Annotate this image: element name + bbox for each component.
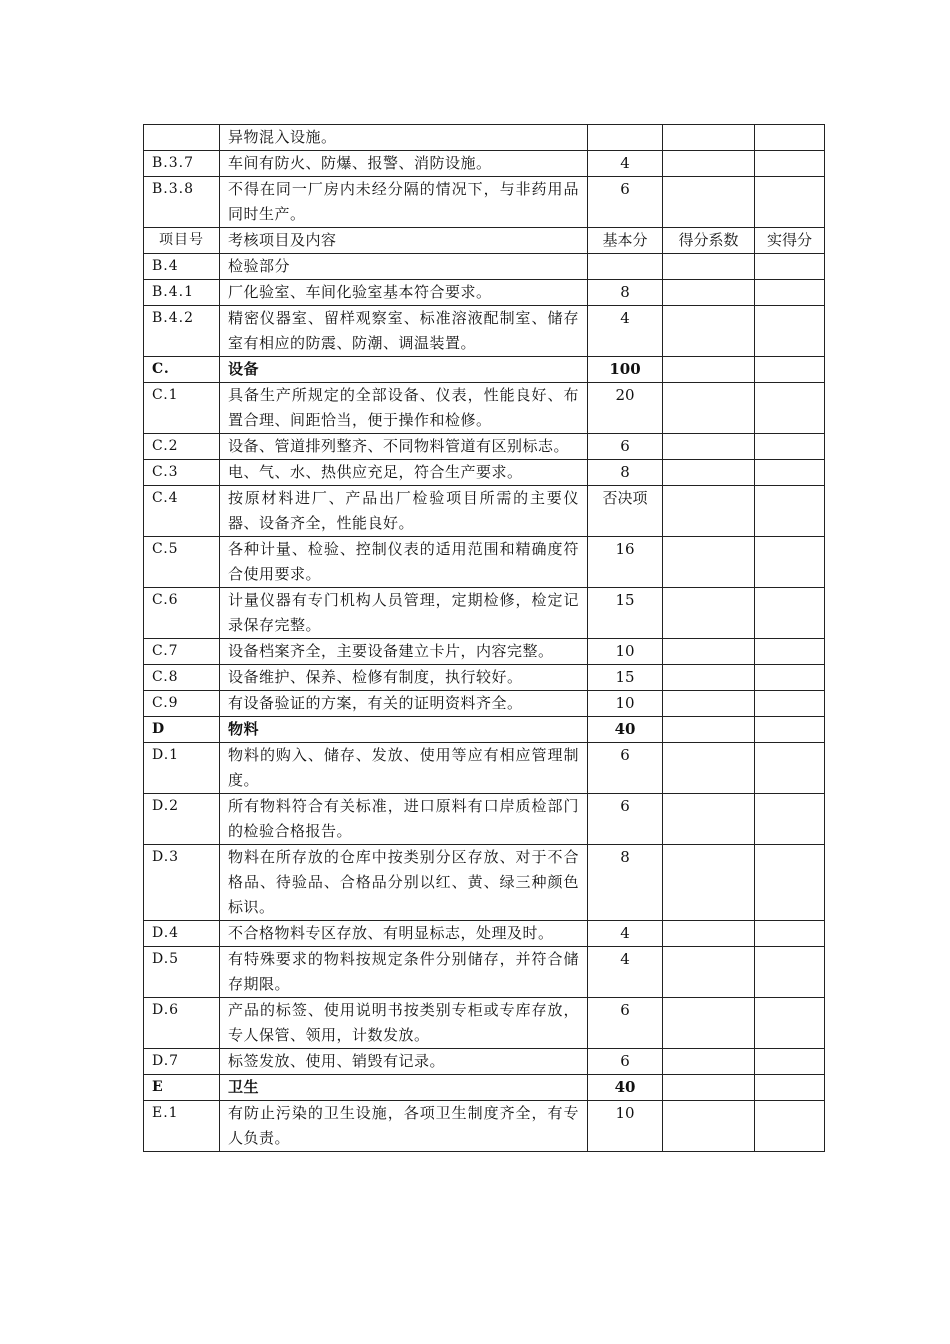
- base-score-cell: 20: [588, 383, 663, 434]
- item-content-cell: 设备维护、保养、检修有制度，执行较好。: [220, 665, 588, 691]
- item-id-cell: C.: [144, 357, 220, 383]
- base-score-cell: 10: [588, 691, 663, 717]
- item-id-cell: D.2: [144, 794, 220, 845]
- score-coefficient-cell: [663, 691, 755, 717]
- table-row: [144, 434, 825, 460]
- actual-score-cell: [755, 151, 825, 177]
- table-row: [144, 794, 825, 845]
- actual-score-cell: [755, 537, 825, 588]
- base-score-cell: 4: [588, 306, 663, 357]
- item-content-cell: 厂化验室、车间化验室基本符合要求。: [220, 280, 588, 306]
- item-content-cell: 异物混入设施。: [220, 125, 588, 151]
- actual-score-cell: [755, 1049, 825, 1075]
- base-score-cell: 6: [588, 434, 663, 460]
- score-coefficient-cell: [663, 254, 755, 280]
- base-score-cell: 6: [588, 998, 663, 1049]
- base-score-cell: 10: [588, 1101, 663, 1152]
- item-id-cell: C.5: [144, 537, 220, 588]
- base-score-cell: 6: [588, 743, 663, 794]
- actual-score-cell: [755, 460, 825, 486]
- base-score-cell: 6: [588, 794, 663, 845]
- table-row: [144, 947, 825, 998]
- score-coefficient-cell: [663, 921, 755, 947]
- section-row: [144, 717, 825, 743]
- item-content-cell: 物料在所存放的仓库中按类别分区存放、对于不合格品、待验品、合格品分别以红、黄、绿三种颜色标识。: [220, 845, 588, 921]
- item-content-cell: 不合格物料专区存放、有明显标志，处理及时。: [220, 921, 588, 947]
- item-content-cell: 有防止污染的卫生设施，各项卫生制度齐全，有专人负责。: [220, 1101, 588, 1152]
- assessment-table: [143, 124, 825, 1152]
- score-coefficient-cell: [663, 280, 755, 306]
- item-id-cell: D.7: [144, 1049, 220, 1075]
- item-content-cell: 具备生产所规定的全部设备、仪表，性能良好、布置合理、间距恰当，便于操作和检修。: [220, 383, 588, 434]
- actual-score-cell: [755, 588, 825, 639]
- actual-score-cell: [755, 177, 825, 228]
- actual-score-cell: [755, 1101, 825, 1152]
- item-id-cell: D: [144, 717, 220, 743]
- score-coefficient-cell: [663, 947, 755, 998]
- actual-score-cell: [755, 691, 825, 717]
- table-row: [144, 665, 825, 691]
- table-row: [144, 177, 825, 228]
- actual-score-cell: [755, 434, 825, 460]
- item-id-cell: C.8: [144, 665, 220, 691]
- item-content-cell: 物料: [220, 717, 588, 743]
- actual-score-cell: [755, 1075, 825, 1101]
- score-coefficient-cell: [663, 743, 755, 794]
- base-score-cell: [588, 125, 663, 151]
- base-score-cell: 15: [588, 665, 663, 691]
- table-row: [144, 998, 825, 1049]
- item-id-cell: D.4: [144, 921, 220, 947]
- table-row: [144, 280, 825, 306]
- score-coefficient-cell: [663, 434, 755, 460]
- item-content-cell: 电、气、水、热供应充足，符合生产要求。: [220, 460, 588, 486]
- item-content-cell: 不得在同一厂房内未经分隔的情况下，与非药用品同时生产。: [220, 177, 588, 228]
- actual-score-cell: [755, 717, 825, 743]
- table-row: [144, 383, 825, 434]
- actual-score-cell: [755, 486, 825, 537]
- item-id-cell: 项目号: [144, 228, 220, 254]
- item-content-cell: 所有物料符合有关标准，进口原料有口岸质检部门的检验合格报告。: [220, 794, 588, 845]
- table-row: [144, 1101, 825, 1152]
- item-id-cell: B.4.2: [144, 306, 220, 357]
- base-score-cell: 8: [588, 460, 663, 486]
- base-score-cell: 10: [588, 639, 663, 665]
- item-id-cell: D.3: [144, 845, 220, 921]
- score-coefficient-cell: [663, 357, 755, 383]
- item-content-cell: 各种计量、检验、控制仪表的适用范围和精确度符合使用要求。: [220, 537, 588, 588]
- base-score-cell: 100: [588, 357, 663, 383]
- table-row: [144, 537, 825, 588]
- item-id-cell: E: [144, 1075, 220, 1101]
- score-coefficient-cell: [663, 639, 755, 665]
- item-content-cell: 计量仪器有专门机构人员管理，定期检修，检定记录保存完整。: [220, 588, 588, 639]
- table-row: [144, 588, 825, 639]
- actual-score-cell: [755, 306, 825, 357]
- item-id-cell: E.1: [144, 1101, 220, 1152]
- score-coefficient-cell: [663, 794, 755, 845]
- actual-score-cell: [755, 125, 825, 151]
- table-row: [144, 460, 825, 486]
- base-score-cell: 15: [588, 588, 663, 639]
- actual-score-cell: [755, 357, 825, 383]
- actual-score-cell: 实得分: [755, 228, 825, 254]
- actual-score-cell: [755, 921, 825, 947]
- score-coefficient-cell: [663, 1075, 755, 1101]
- item-id-cell: B.4.1: [144, 280, 220, 306]
- item-id-cell: C.6: [144, 588, 220, 639]
- item-content-cell: 按原材料进厂、产品出厂检验项目所需的主要仪器、设备齐全，性能良好。: [220, 486, 588, 537]
- table-row: [144, 691, 825, 717]
- item-content-cell: 设备档案齐全，主要设备建立卡片，内容完整。: [220, 639, 588, 665]
- score-coefficient-cell: [663, 665, 755, 691]
- actual-score-cell: [755, 665, 825, 691]
- item-id-cell: B.4: [144, 254, 220, 280]
- table-row: [144, 306, 825, 357]
- base-score-cell: 6: [588, 1049, 663, 1075]
- table-row: [144, 1049, 825, 1075]
- score-coefficient-cell: [663, 151, 755, 177]
- base-score-cell: 8: [588, 280, 663, 306]
- item-content-cell: 有特殊要求的物料按规定条件分别储存，并符合储存期限。: [220, 947, 588, 998]
- base-score-cell: 4: [588, 921, 663, 947]
- item-content-cell: 卫生: [220, 1075, 588, 1101]
- table-row: [144, 921, 825, 947]
- base-score-cell: 4: [588, 151, 663, 177]
- actual-score-cell: [755, 794, 825, 845]
- actual-score-cell: [755, 383, 825, 434]
- table-row: [144, 151, 825, 177]
- item-id-cell: C.2: [144, 434, 220, 460]
- item-id-cell: D.6: [144, 998, 220, 1049]
- item-content-cell: 设备: [220, 357, 588, 383]
- score-coefficient-cell: [663, 537, 755, 588]
- base-score-cell: 16: [588, 537, 663, 588]
- item-content-cell: 物料的购入、储存、发放、使用等应有相应管理制度。: [220, 743, 588, 794]
- item-content-cell: 检验部分: [220, 254, 588, 280]
- actual-score-cell: [755, 280, 825, 306]
- item-id-cell: C.9: [144, 691, 220, 717]
- item-id-cell: D.1: [144, 743, 220, 794]
- actual-score-cell: [755, 998, 825, 1049]
- item-id-cell: B.3.7: [144, 151, 220, 177]
- score-coefficient-cell: [663, 845, 755, 921]
- base-score-cell: 4: [588, 947, 663, 998]
- base-score-cell: 40: [588, 717, 663, 743]
- item-id-cell: C.4: [144, 486, 220, 537]
- item-id-cell: D.5: [144, 947, 220, 998]
- table-header-row: [144, 228, 825, 254]
- item-content-cell: 有设备验证的方案，有关的证明资料齐全。: [220, 691, 588, 717]
- item-id-cell: C.1: [144, 383, 220, 434]
- score-coefficient-cell: [663, 1101, 755, 1152]
- base-score-cell: [588, 254, 663, 280]
- score-coefficient-cell: [663, 717, 755, 743]
- item-content-cell: 考核项目及内容: [220, 228, 588, 254]
- section-row: [144, 1075, 825, 1101]
- item-content-cell: 车间有防火、防爆、报警、消防设施。: [220, 151, 588, 177]
- table-row: [144, 125, 825, 151]
- actual-score-cell: [755, 639, 825, 665]
- item-content-cell: 产品的标签、使用说明书按类别专柜或专库存放，专人保管、领用，计数发放。: [220, 998, 588, 1049]
- base-score-cell: 40: [588, 1075, 663, 1101]
- score-coefficient-cell: [663, 460, 755, 486]
- score-coefficient-cell: [663, 306, 755, 357]
- table-row: [144, 639, 825, 665]
- item-id-cell: B.3.8: [144, 177, 220, 228]
- score-coefficient-cell: [663, 998, 755, 1049]
- table-row: [144, 486, 825, 537]
- item-content-cell: 精密仪器室、留样观察室、标准溶液配制室、储存室有相应的防震、防潮、调温装置。: [220, 306, 588, 357]
- table-row: [144, 845, 825, 921]
- score-coefficient-cell: [663, 125, 755, 151]
- base-score-cell: 8: [588, 845, 663, 921]
- actual-score-cell: [755, 947, 825, 998]
- item-id-cell: C.3: [144, 460, 220, 486]
- section-row: [144, 357, 825, 383]
- table-row: [144, 743, 825, 794]
- item-content-cell: 标签发放、使用、销毁有记录。: [220, 1049, 588, 1075]
- score-coefficient-cell: [663, 486, 755, 537]
- item-id-cell: C.7: [144, 639, 220, 665]
- actual-score-cell: [755, 254, 825, 280]
- base-score-cell: 否决项: [588, 486, 663, 537]
- score-coefficient-cell: [663, 588, 755, 639]
- assessment-table-body: [144, 125, 825, 1152]
- score-coefficient-cell: [663, 383, 755, 434]
- actual-score-cell: [755, 845, 825, 921]
- score-coefficient-cell: [663, 177, 755, 228]
- item-content-cell: 设备、管道排列整齐、不同物料管道有区别标志。: [220, 434, 588, 460]
- base-score-cell: 6: [588, 177, 663, 228]
- score-coefficient-cell: [663, 1049, 755, 1075]
- base-score-cell: 基本分: [588, 228, 663, 254]
- table-row: [144, 254, 825, 280]
- item-id-cell: [144, 125, 220, 151]
- score-coefficient-cell: 得分系数: [663, 228, 755, 254]
- actual-score-cell: [755, 743, 825, 794]
